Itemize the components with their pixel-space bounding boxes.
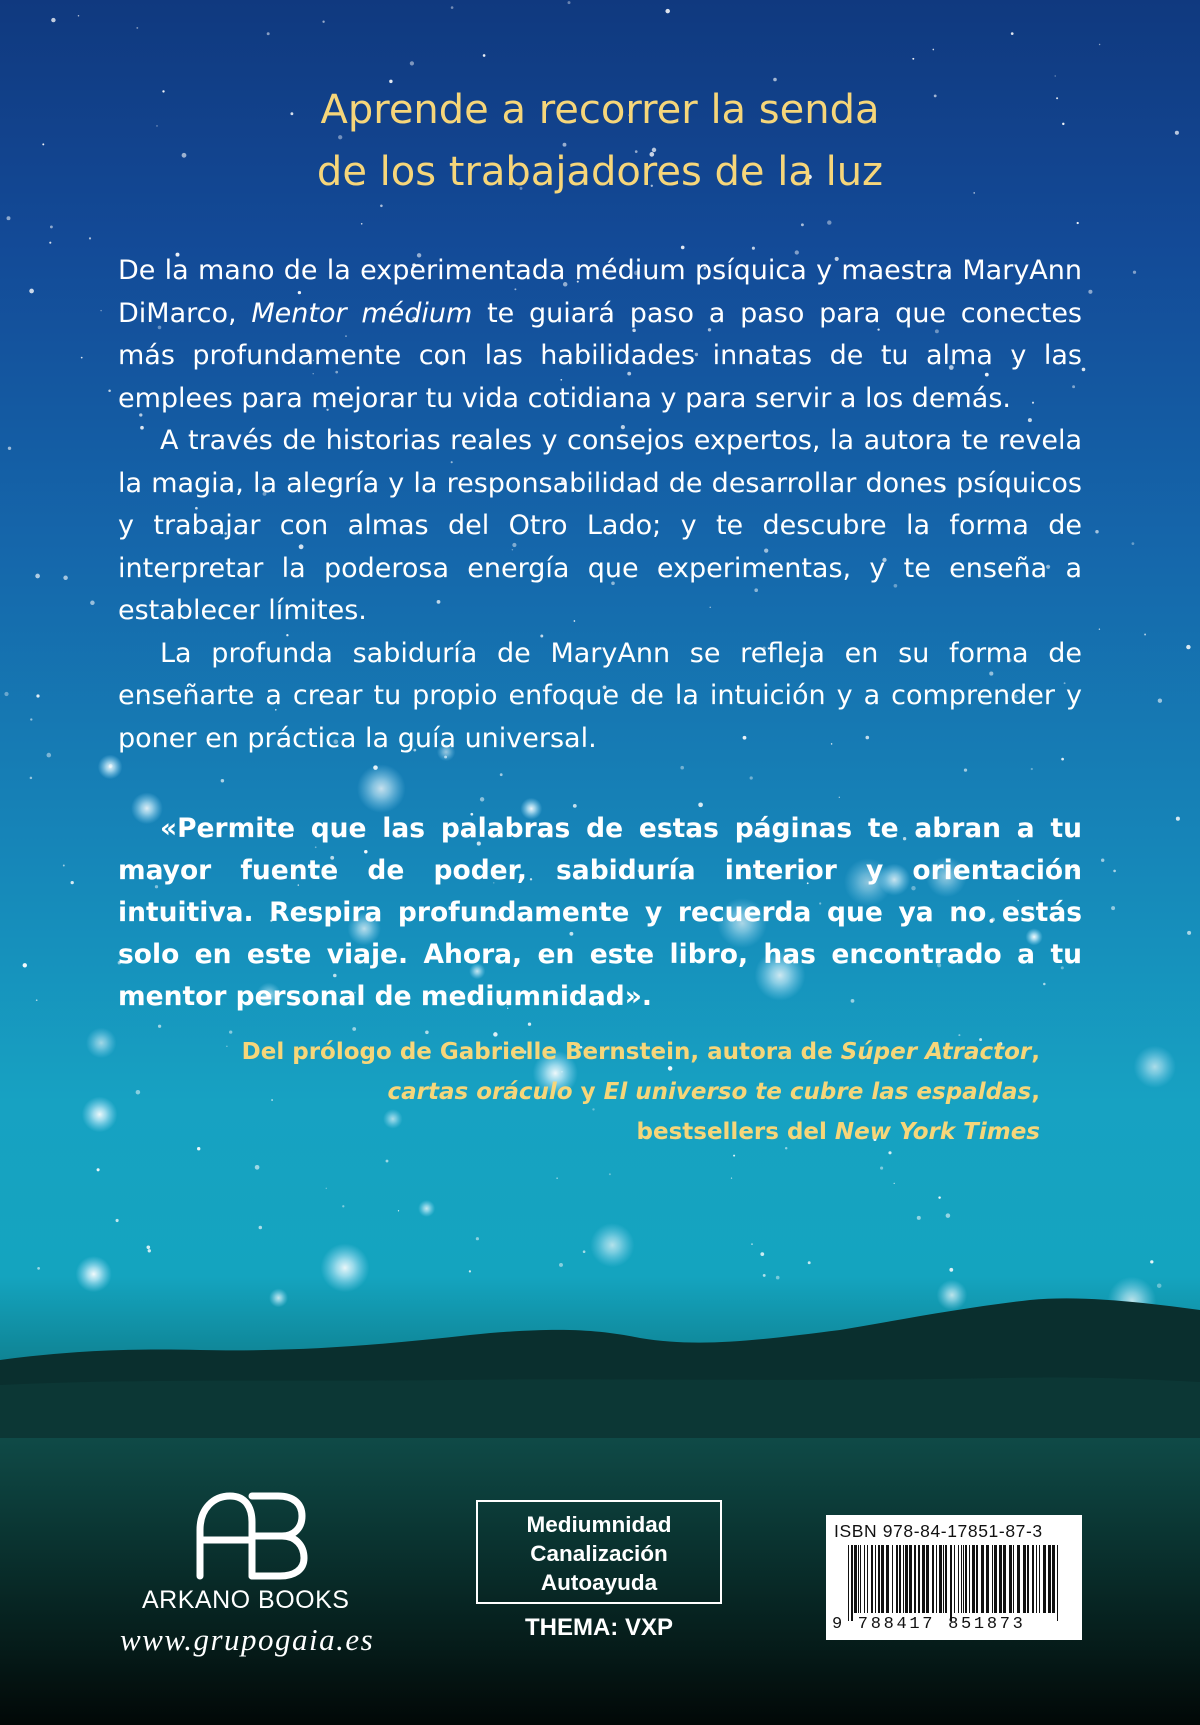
star bbox=[49, 242, 51, 244]
star bbox=[801, 223, 804, 226]
star bbox=[7, 216, 11, 220]
star bbox=[1132, 542, 1135, 545]
star bbox=[398, 1210, 399, 1211]
star bbox=[361, 223, 363, 225]
barcode-bar bbox=[878, 1545, 880, 1613]
star bbox=[469, 1270, 471, 1272]
star bbox=[47, 753, 52, 758]
barcode-bar bbox=[1027, 1545, 1029, 1613]
barcode-bar bbox=[892, 1545, 893, 1613]
star bbox=[763, 1274, 766, 1277]
barcode-bar bbox=[936, 1545, 937, 1613]
star bbox=[932, 49, 934, 51]
glowing-star bbox=[321, 1243, 370, 1292]
glowing-star bbox=[418, 1200, 435, 1217]
publisher-name: ARKANO BOOKS bbox=[142, 1586, 350, 1614]
glowing-star bbox=[82, 1097, 118, 1133]
star bbox=[50, 225, 53, 228]
star bbox=[1157, 1283, 1162, 1288]
glowing-star bbox=[1134, 1046, 1176, 1088]
description-paragraph-3: La profunda sabiduría de MaryAnn se refleja en su forma de enseñarte a crear tu propio enfoque de la intuición y a comprender y poner en práctica la guía universal. bbox=[118, 637, 1082, 754]
barcode-bar bbox=[905, 1545, 908, 1613]
star bbox=[808, 1261, 811, 1264]
star bbox=[750, 776, 753, 779]
barcode-bar bbox=[860, 1545, 861, 1613]
star bbox=[731, 1177, 732, 1178]
barcode-bar bbox=[1043, 1545, 1046, 1613]
star bbox=[1186, 645, 1190, 649]
attribution-line-3: bestsellers del New York Times bbox=[636, 1119, 1040, 1145]
star bbox=[100, 310, 101, 311]
star bbox=[1150, 1260, 1153, 1263]
barcode-bar bbox=[854, 1545, 857, 1613]
barcode-bar bbox=[963, 1545, 964, 1613]
barcode-bar bbox=[886, 1545, 889, 1613]
arkano-logo-icon bbox=[190, 1490, 310, 1582]
barcode-bar bbox=[945, 1545, 947, 1613]
barcode-bar bbox=[943, 1545, 944, 1613]
star bbox=[352, 1027, 356, 1031]
barcode-bar bbox=[922, 1545, 925, 1613]
star bbox=[1031, 768, 1033, 770]
star bbox=[751, 1243, 752, 1244]
glowing-star bbox=[590, 1223, 634, 1267]
star bbox=[476, 1237, 479, 1240]
star bbox=[938, 1196, 940, 1198]
category-item: Canalización bbox=[530, 1541, 668, 1566]
star bbox=[63, 576, 68, 581]
star bbox=[1099, 44, 1100, 45]
star bbox=[1113, 870, 1116, 873]
star bbox=[35, 574, 40, 579]
mountain-silhouette bbox=[0, 1290, 1200, 1440]
star bbox=[81, 357, 83, 359]
barcode-bar bbox=[961, 1545, 962, 1613]
glowing-star bbox=[86, 1028, 117, 1059]
barcode-bar bbox=[1048, 1545, 1051, 1613]
publisher-logo bbox=[120, 1490, 380, 1690]
star bbox=[946, 1213, 951, 1218]
star bbox=[483, 54, 486, 57]
star bbox=[1055, 75, 1056, 76]
star bbox=[78, 15, 80, 16]
star bbox=[760, 1252, 764, 1256]
star bbox=[29, 289, 34, 294]
barcode-bar bbox=[958, 1545, 959, 1613]
star bbox=[1144, 634, 1146, 636]
barcode-bar bbox=[909, 1545, 912, 1613]
star bbox=[30, 718, 32, 720]
star bbox=[326, 1188, 327, 1189]
category-box bbox=[476, 1500, 722, 1604]
star bbox=[71, 881, 74, 884]
star bbox=[776, 1276, 780, 1280]
star bbox=[322, 21, 324, 23]
star bbox=[964, 768, 967, 771]
star bbox=[480, 797, 484, 801]
book-title: Mentor médium bbox=[251, 297, 473, 329]
star bbox=[949, 1268, 953, 1272]
star bbox=[36, 999, 38, 1001]
publisher-website: www.grupogaia.es bbox=[120, 1622, 375, 1657]
star bbox=[583, 1250, 586, 1253]
star bbox=[90, 601, 95, 606]
star bbox=[89, 237, 91, 239]
star bbox=[4, 692, 8, 696]
star bbox=[51, 18, 55, 22]
barcode-bar bbox=[903, 1545, 904, 1613]
barcode-bar bbox=[986, 1545, 989, 1613]
star bbox=[380, 205, 383, 208]
barcode-bar bbox=[875, 1545, 876, 1613]
barcode-icon bbox=[848, 1545, 1060, 1621]
star bbox=[665, 9, 669, 13]
barcode-bar bbox=[994, 1545, 997, 1613]
barcode-bar bbox=[1003, 1545, 1006, 1613]
star bbox=[528, 1023, 531, 1026]
star bbox=[97, 1168, 100, 1171]
star bbox=[681, 246, 685, 250]
star bbox=[912, 58, 914, 60]
star bbox=[108, 389, 111, 392]
star bbox=[1176, 817, 1180, 821]
star bbox=[698, 802, 703, 807]
star bbox=[148, 1249, 151, 1252]
star bbox=[1082, 368, 1086, 372]
star bbox=[158, 1025, 161, 1028]
glowing-star bbox=[76, 1256, 112, 1292]
barcode-bar bbox=[1009, 1545, 1012, 1613]
star bbox=[827, 220, 831, 224]
barcode-bar bbox=[972, 1545, 975, 1613]
star bbox=[894, 1183, 895, 1184]
star bbox=[451, 6, 454, 9]
attribution-line-2: cartas oráculo y El universo te cubre las espaldas, bbox=[387, 1079, 1040, 1105]
star bbox=[23, 963, 27, 967]
barcode-bar bbox=[871, 1545, 873, 1613]
star bbox=[386, 1160, 389, 1163]
star bbox=[609, 1173, 611, 1175]
barcode-bar bbox=[1032, 1545, 1034, 1613]
star bbox=[839, 797, 840, 798]
barcode-bar bbox=[1013, 1545, 1014, 1613]
barcode-bar bbox=[926, 1545, 929, 1613]
star bbox=[410, 61, 414, 65]
headline-line-2: de los trabajadores de la luz bbox=[316, 149, 884, 195]
star bbox=[500, 773, 503, 776]
barcode-bar bbox=[896, 1545, 898, 1613]
category-item: Autoayuda bbox=[540, 1570, 658, 1595]
book-description bbox=[118, 250, 1082, 760]
barcode-bar bbox=[932, 1545, 934, 1613]
barcode-bar bbox=[858, 1545, 859, 1613]
barcode-bar bbox=[981, 1545, 984, 1613]
barcode-bar bbox=[1039, 1545, 1040, 1613]
star bbox=[259, 1226, 263, 1230]
barcode-bar bbox=[848, 1545, 849, 1621]
barcode-bar bbox=[954, 1545, 955, 1613]
star bbox=[136, 27, 138, 29]
star bbox=[1101, 859, 1104, 862]
glowing-star bbox=[357, 764, 406, 813]
star bbox=[568, 1, 571, 4]
barcode-bar bbox=[864, 1545, 865, 1613]
barcode-bar bbox=[939, 1545, 942, 1613]
barcode-bar bbox=[918, 1545, 920, 1613]
barcode-bar bbox=[851, 1545, 853, 1621]
star bbox=[1187, 931, 1191, 935]
star bbox=[116, 1219, 119, 1222]
star bbox=[342, 1205, 344, 1207]
star bbox=[733, 1155, 735, 1157]
barcode-bar bbox=[1057, 1545, 1058, 1621]
barcode-bar bbox=[899, 1545, 901, 1613]
star bbox=[880, 1167, 883, 1170]
isbn-barcode bbox=[826, 1515, 1082, 1640]
star bbox=[8, 447, 11, 450]
star bbox=[917, 1216, 921, 1220]
barcode-bar bbox=[1036, 1545, 1037, 1613]
barcode-bar bbox=[1017, 1545, 1020, 1613]
star bbox=[37, 1267, 40, 1270]
star bbox=[1158, 699, 1162, 703]
foreword-quote: «Permite que las palabras de estas páginas te abran a tu mayor fuente de poder, sabiduría interior y orientación intuitiva. Respira profundamente y recuerda que ya no estás solo en este viaje. Ahora, en este libro, has encontrado a tu mentor personal de mediumnidad». bbox=[118, 813, 1082, 1012]
barcode-digits: 9 788417 851873 bbox=[832, 1615, 1026, 1634]
attribution-line-1: Del prólogo de Gabrielle Bernstein, autora de Súper Atractor, bbox=[241, 1039, 1040, 1065]
star bbox=[1011, 32, 1014, 35]
star bbox=[680, 766, 684, 770]
description-paragraph-2: A través de historias reales y consejos expertos, la autora te revela la magia, la alegría y la responsabilidad de desarrollar dones psíquicos y trabajar con almas del Otro Lado; y te descubre la forma de interpretar la poderosa energía que experimentas, y te enseña a establecer límites. bbox=[118, 425, 1082, 626]
barcode-bar bbox=[881, 1545, 884, 1613]
barcode-bar bbox=[965, 1545, 967, 1613]
star bbox=[1099, 629, 1100, 630]
star bbox=[63, 865, 65, 867]
barcode-bar bbox=[950, 1545, 952, 1621]
star bbox=[1133, 271, 1136, 274]
star bbox=[221, 779, 224, 782]
star bbox=[255, 1165, 260, 1170]
headline-line-1: Aprende a recorrer la senda bbox=[320, 87, 880, 133]
barcode-bar bbox=[969, 1545, 970, 1613]
barcode-bar bbox=[999, 1545, 1002, 1613]
barcode-bar bbox=[1023, 1545, 1026, 1613]
barcode-bar bbox=[1052, 1545, 1055, 1613]
star bbox=[559, 1263, 563, 1267]
isbn-label: ISBN 978-84-17851-87-3 bbox=[834, 1521, 1043, 1541]
category-item: Mediumnidad bbox=[526, 1512, 672, 1537]
barcode-bar bbox=[867, 1545, 868, 1613]
description-paragraph-1: De la mano de la experimentada médium psíquica y maestra MaryAnn DiMarco, Mentor médium te guiará paso a paso para que conectes más profundamente con las habilidades innatas de tu alma y las emplees para mejorar tu vida cotidiana y para servir a los demás. bbox=[118, 255, 1083, 414]
quote-attribution bbox=[140, 1032, 1040, 1152]
star bbox=[36, 694, 39, 697]
star bbox=[556, 1178, 557, 1179]
star bbox=[30, 777, 33, 780]
barcode-bar bbox=[976, 1545, 978, 1613]
thema-code: THEMA: VXP bbox=[524, 1614, 673, 1641]
star bbox=[1095, 530, 1098, 533]
barcode-bar bbox=[914, 1545, 916, 1613]
star bbox=[1077, 222, 1079, 224]
star bbox=[147, 1246, 151, 1250]
star bbox=[267, 32, 270, 35]
barcode-bar bbox=[992, 1545, 993, 1613]
star bbox=[1111, 906, 1115, 910]
star bbox=[1088, 290, 1092, 294]
